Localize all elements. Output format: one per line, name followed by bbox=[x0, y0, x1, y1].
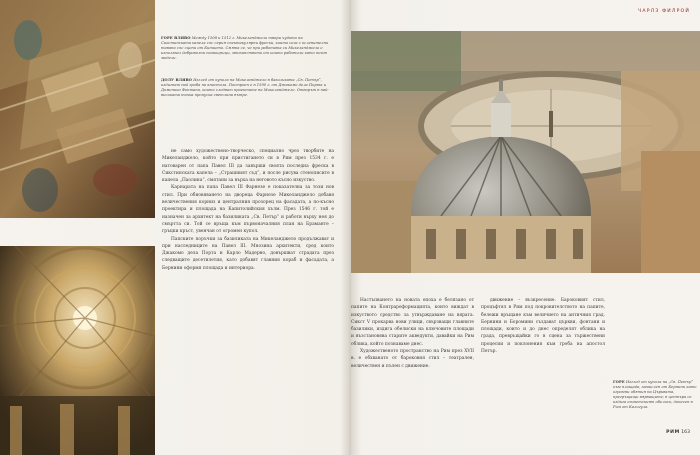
body-column-right-2 bbox=[481, 297, 605, 447]
caption-text: Между 1508 и 1512 г. Микеланджело твори чудото на Сикстинската капела със серия спектакулярни фрески, които сега с ослепителни тавана със сцени от Битието. Смята се, че при работата си Микеланджело е използвал доброволни помощници, мнозинството от които работили като негов модели. bbox=[161, 36, 329, 61]
st-peters-square-photo bbox=[351, 31, 700, 273]
caption-label: ДОЛУ ВЛЯВО bbox=[161, 78, 192, 82]
page-number: 163 bbox=[681, 430, 690, 435]
caption-text: Изглед от купола на „Св. Петър“ към площада, замислен от Бернини като огромни обятия на Църквата, прегръщащи вярващите; в центъра се издига египетският обелиск, донесен в Рим от Калигула. bbox=[613, 380, 697, 410]
photo-caption-top-left bbox=[161, 36, 329, 61]
folio-label: РИМ bbox=[666, 430, 680, 435]
paragraph: движение – възкресение. Бароковият стил, процъфтял в Рим под покровителството на папите, бележи връщане към величието на античния град. Бернини и Боромини създават църкви, фонтани и площади, които и до днес определят облика на града, превръщайки го в сцена за тържествени процесии и поклонения към гроба на апостол Петър. bbox=[481, 298, 605, 355]
paragraph: Карнарата на папа Павел III Фарнезе е показателна за този нов стил. При обновяването на двореца Фарнезе Микеланджело добавя величествения корниз и централния прозорец на фасадата, а по-късно проектира и площада на Капитолийския хълм. През 1546 г. той е назначен за архитект на базиликата „Св. Петър“ и работи върху нея до смъртта си. Той се връща към първоначалния план на Браманте – гръцки кръст, увенчан от огромен купол. bbox=[162, 185, 334, 235]
page-folio bbox=[666, 430, 690, 435]
body-column-right-1 bbox=[351, 297, 474, 447]
dome-interior-photo bbox=[0, 246, 155, 455]
photo-caption-right bbox=[613, 380, 697, 411]
caption-label: ГОРЕ bbox=[613, 380, 625, 384]
caption-label: ГОРЕ ВЛЯВО bbox=[161, 36, 191, 40]
paragraph: Настъпването на новата епоха е белязано от папите на Контрареформацията, които виждат в изкуството средство за утвърждаване на вярата. Сикст V прокарва нови улици, свързващи главните базилики, издига обелиски на ключовите площади и възстановява старите акведукти, давайки на Рим облика, който познаваме днес. bbox=[351, 298, 474, 347]
running-header: ЧАРЛЗ ФИЛРОЙ bbox=[638, 9, 690, 14]
paragraph: Художественото пространство на Рим през XVII в. е обхванато от бароковия стил – театрален, величествен и пълен с движение. bbox=[351, 349, 474, 369]
paragraph: не само художествено-творческо, специално чрез творбите на Микеланджело, който при пристигането си в Рим през 1534 г. е натоварен от папа Павел III да завърши своята последна фреска в Сикстинската капела – „Страшният съд“, и после рисува стенописите в капела „Паолина“, смятани за върха на неговото късно изкуство. bbox=[162, 149, 334, 184]
photo-caption-bottom-left bbox=[161, 78, 329, 98]
caption-text: Изглед от купола на Микеланджело в базиликата „Св. Петър“, издигнат над гроба на апостола. Построен е в 1590 г. от Джакомо дела Порта и Доменико Фонтана, които следват проектите на Микеланджело. Отворът в най-високата точка пропуска светлина вътре. bbox=[161, 78, 329, 98]
body-column-left bbox=[162, 148, 334, 448]
paragraph: Папските поръчки за базиликата на Микеланджело продължават и при наследниците на Павел III. Мнозина архитекти, сред които Джакомо дела Порта и Карло Мадерно, довършват сградата през следващите десетилетия, като добавят главния кораб и фасадата, а Бернини оформя площада и интериора. bbox=[162, 236, 334, 271]
sistine-chapel-ceiling-photo bbox=[0, 0, 155, 218]
